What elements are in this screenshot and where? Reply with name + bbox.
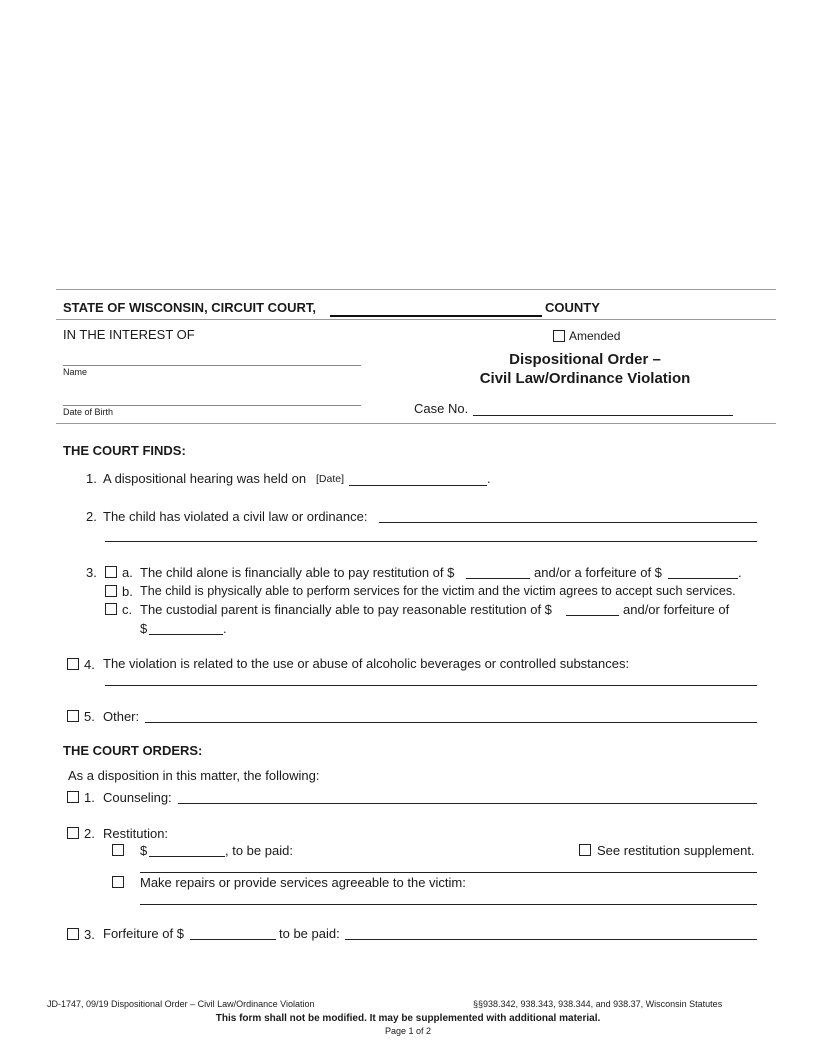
finding-4-number: 4.: [84, 657, 95, 672]
child-forfeiture-field[interactable]: [668, 578, 738, 579]
finding-5-checkbox[interactable]: [67, 710, 79, 722]
findings-heading: THE COURT FINDS:: [63, 443, 186, 458]
substance-field[interactable]: [105, 685, 757, 686]
restitution-dollar: $: [140, 843, 148, 858]
dob-label: Date of Birth: [63, 407, 114, 417]
restitution-payment-field[interactable]: [140, 872, 757, 873]
finding-1-number: 1.: [86, 471, 97, 486]
case-no-field[interactable]: [473, 415, 733, 416]
finding-3c-period: .: [223, 621, 227, 636]
repairs-checkbox[interactable]: [112, 876, 124, 888]
forfeiture-payment-field[interactable]: [345, 939, 757, 940]
restitution-supplement-checkbox[interactable]: [579, 844, 591, 856]
finding-4-checkbox[interactable]: [67, 658, 79, 670]
repairs-field[interactable]: [140, 904, 757, 905]
finding-1-text: A dispositional hearing was held on: [103, 471, 307, 486]
orders-intro: As a disposition in this matter, the following:: [68, 768, 320, 783]
order-1-text: Counseling:: [103, 790, 172, 805]
repairs-text: Make repairs or provide services agreeable to the victim:: [140, 875, 466, 890]
top-rule: [56, 289, 776, 290]
finding-3b-letter: b.: [122, 584, 133, 599]
finding-3c-letter: c.: [122, 602, 133, 617]
finding-3a-letter: a.: [122, 565, 133, 580]
amended-label: Amended: [569, 329, 621, 343]
violation-field-line2[interactable]: [105, 541, 757, 542]
form-title-line2: Civil Law/Ordinance Violation: [479, 370, 691, 387]
order-2-text: Restitution:: [103, 826, 169, 841]
finding-2-text: The child has violated a civil law or ordinance:: [103, 509, 368, 524]
name-label: Name: [63, 367, 88, 377]
restitution-amount-field[interactable]: [149, 856, 225, 857]
order-3-number: 3.: [84, 927, 95, 942]
finding-2-number: 2.: [86, 509, 97, 524]
finding-4-text: The violation is related to the use or abuse of alcoholic beverages or controlled substances:: [103, 656, 630, 671]
finding-5-number: 5.: [84, 709, 95, 724]
restitution-amount-checkbox[interactable]: [112, 844, 124, 856]
finding-3c-text2: and/or forfeiture of: [623, 602, 730, 617]
finding-3b-checkbox[interactable]: [105, 585, 117, 597]
finding-3a-text: The child alone is financially able to pay restitution of $: [140, 565, 455, 580]
hearing-date-field[interactable]: [349, 485, 487, 486]
restitution-supplement-label: See restitution supplement.: [597, 843, 755, 858]
footer-form-id: JD-1747, 09/19 Dispositional Order – Civil Law/Ordinance Violation: [47, 999, 315, 1009]
state-court-label: STATE OF WISCONSIN, CIRCUIT COURT,: [63, 300, 317, 315]
county-field[interactable]: [330, 315, 542, 317]
order-3-text: Forfeiture of $: [103, 926, 184, 941]
county-label: COUNTY: [545, 300, 600, 315]
footer-statutes: §§938.342, 938.343, 938.344, and 938.37, Wisconsin Statutes: [473, 999, 723, 1009]
finding-3b-text: The child is physically able to perform services for the victim and the victim agrees to accept such services.: [140, 584, 736, 598]
restitution-to-be-paid: , to be paid:: [225, 843, 293, 858]
footer-page-number: Page 1 of 2: [384, 1026, 432, 1036]
header-rule: [56, 319, 776, 320]
finding-3c-text: The custodial parent is financially able to pay reasonable restitution of $: [140, 602, 552, 617]
order-3-checkbox[interactable]: [67, 928, 79, 940]
other-field[interactable]: [145, 722, 757, 723]
interest-of-label: IN THE INTEREST OF: [63, 327, 195, 342]
finding-1-period: .: [487, 471, 491, 486]
finding-3a-text2: and/or a forfeiture of $: [534, 565, 662, 580]
child-restitution-field[interactable]: [466, 578, 530, 579]
name-field[interactable]: [63, 365, 361, 366]
footer-notice: This form shall not be modified. It may be supplemented with additional material.: [215, 1013, 601, 1024]
orders-heading: THE COURT ORDERS:: [63, 743, 203, 758]
order-2-number: 2.: [84, 826, 95, 841]
header-bottom-rule: [56, 423, 776, 424]
order-1-checkbox[interactable]: [67, 791, 79, 803]
counseling-field[interactable]: [178, 803, 757, 804]
amended-checkbox[interactable]: [553, 330, 565, 342]
case-no-label: Case No.: [414, 401, 469, 416]
finding-3a-period: .: [738, 565, 742, 580]
finding-3-number: 3.: [86, 565, 97, 580]
order-3-text2: to be paid:: [279, 926, 340, 941]
form-title-line1: Dispositional Order –: [509, 351, 661, 368]
forfeiture-amount-field[interactable]: [190, 939, 276, 940]
parent-forfeiture-field[interactable]: [149, 634, 223, 635]
dob-field[interactable]: [63, 405, 361, 406]
order-1-number: 1.: [84, 790, 95, 805]
parent-restitution-field[interactable]: [566, 615, 619, 616]
finding-3a-checkbox[interactable]: [105, 566, 117, 578]
violation-field-line1[interactable]: [379, 522, 757, 523]
finding-5-text: Other:: [103, 709, 140, 724]
finding-3c-checkbox[interactable]: [105, 603, 117, 615]
finding-3c-dollar: $: [140, 621, 148, 636]
order-2-checkbox[interactable]: [67, 827, 79, 839]
hearing-date-hint: [Date]: [316, 473, 345, 485]
